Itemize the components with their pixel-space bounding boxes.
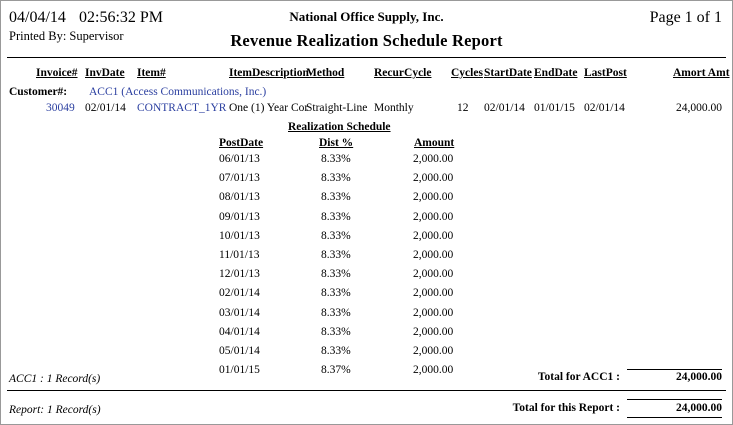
realization-amount: 2,000.00 <box>413 153 454 165</box>
customer-name-link[interactable]: ACC1 (Access Communications, Inc.) <box>89 86 267 98</box>
table-row <box>1 172 732 191</box>
report-record-count: Report: 1 Record(s) <box>9 404 101 416</box>
realization-amount: 2,000.00 <box>413 249 454 261</box>
realization-amount: 2,000.00 <box>413 345 454 357</box>
report-time: 02:56:32 PM <box>79 9 164 26</box>
table-row <box>1 307 732 326</box>
item-number-link[interactable]: CONTRACT_1YR <box>137 102 227 114</box>
realization-post-date: 01/01/15 <box>219 364 260 377</box>
report-date: 04/04/14 <box>9 9 66 26</box>
page-indicator: Page 1 of 1 <box>649 9 722 26</box>
column-header-inv-date: InvDate <box>85 67 125 79</box>
table-row <box>1 249 732 268</box>
realization-post-date: 03/01/14 <box>219 306 260 319</box>
table-row <box>1 364 732 383</box>
realization-dist-pct: 8.33% <box>321 172 351 185</box>
method-value: Straight-Line <box>306 102 368 114</box>
table-row <box>1 230 732 249</box>
realization-amount: 2,000.00 <box>413 172 454 185</box>
realization-post-date: 04/01/14 <box>219 325 260 338</box>
realization-header-amount: Amount <box>414 137 455 149</box>
column-header-item-description: ItemDescription <box>229 67 309 79</box>
realization-dist-pct: 8.33% <box>321 287 351 300</box>
customer-total-rule <box>627 369 722 370</box>
column-header-invoice: Invoice# <box>36 67 78 79</box>
realization-dist-pct: 8.33% <box>321 229 351 242</box>
realization-header-post-date: PostDate <box>219 137 264 149</box>
column-header-last-post: LastPost <box>584 67 627 79</box>
invoice-number-link[interactable]: 30049 <box>46 102 75 114</box>
realization-amount: 2,000.00 <box>413 306 454 319</box>
realization-dist-pct: 8.33% <box>321 268 351 281</box>
column-header-amort-amt: Amort Amt <box>673 67 730 79</box>
realization-dist-pct: 8.33% <box>321 325 351 338</box>
realization-post-date: 05/01/14 <box>219 345 260 357</box>
realization-post-date: 02/01/14 <box>219 287 260 300</box>
customer-label: Customer#: <box>9 86 68 98</box>
footer-divider <box>7 390 726 391</box>
realization-amount: 2,000.00 <box>413 191 454 204</box>
realization-post-date: 10/01/13 <box>219 229 260 242</box>
realization-schedule-title: Realization Schedule <box>288 121 391 133</box>
table-row <box>1 211 732 230</box>
recur-cycle-value: Monthly <box>374 102 414 114</box>
realization-dist-pct: 8.33% <box>321 191 351 204</box>
column-header-cycles: Cycles <box>451 67 483 79</box>
realization-header-dist-pct: Dist % <box>319 137 354 149</box>
realization-dist-pct: 8.37% <box>321 364 351 377</box>
header-divider <box>7 57 726 58</box>
report-total-amount: 24,000.00 <box>676 402 722 414</box>
printed-by: Printed By: Supervisor <box>9 29 124 43</box>
table-row <box>1 268 732 287</box>
column-header-item: Item# <box>137 67 166 79</box>
start-date-value: 02/01/14 <box>484 102 525 114</box>
report-total-label: Total for this Report : <box>512 402 620 414</box>
company-name: National Office Supply, Inc. <box>289 9 444 24</box>
amort-amt-value: 24,000.00 <box>676 102 722 114</box>
realization-post-date: 11/01/13 <box>219 249 260 261</box>
realization-post-date: 08/01/13 <box>219 191 260 204</box>
realization-dist-pct: 8.33% <box>321 210 351 223</box>
customer-total-amount: 24,000.00 <box>676 371 722 383</box>
realization-amount: 2,000.00 <box>413 364 454 377</box>
realization-dist-pct: 8.33% <box>321 153 351 165</box>
realization-amount: 2,000.00 <box>413 325 454 338</box>
realization-post-date: 06/01/13 <box>219 153 260 165</box>
realization-dist-pct: 8.33% <box>321 249 351 261</box>
page-title: Revenue Realization Schedule Report <box>230 31 503 50</box>
last-post-value: 02/01/14 <box>584 102 625 114</box>
column-header-end-date: EndDate <box>534 67 578 79</box>
table-row <box>1 287 732 306</box>
realization-post-date: 12/01/13 <box>219 268 260 281</box>
realization-dist-pct: 8.33% <box>321 306 351 319</box>
column-header-start-date: StartDate <box>484 67 532 79</box>
realization-dist-pct: 8.33% <box>321 345 351 357</box>
realization-post-date: 09/01/13 <box>219 210 260 223</box>
item-description: One (1) Year Cor <box>229 102 309 114</box>
column-header-method: Method <box>306 67 345 79</box>
invoice-date: 02/01/14 <box>85 102 126 114</box>
realization-amount: 2,000.00 <box>413 287 454 300</box>
realization-post-date: 07/01/13 <box>219 172 260 185</box>
realization-amount: 2,000.00 <box>413 210 454 223</box>
customer-record-count: ACC1 : 1 Record(s) <box>9 373 101 385</box>
report-total-rule-top <box>627 399 722 400</box>
customer-total-label: Total for ACC1 : <box>537 371 620 383</box>
realization-amount: 2,000.00 <box>413 268 454 281</box>
report-total-rule-bottom <box>627 417 722 418</box>
cycles-value: 12 <box>457 102 469 114</box>
realization-amount: 2,000.00 <box>413 229 454 242</box>
column-header-recur-cycle: RecurCycle <box>374 67 432 79</box>
table-row <box>1 191 732 210</box>
end-date-value: 01/01/15 <box>534 102 575 114</box>
table-row <box>1 326 732 345</box>
table-row <box>1 345 732 364</box>
table-row <box>1 153 732 172</box>
